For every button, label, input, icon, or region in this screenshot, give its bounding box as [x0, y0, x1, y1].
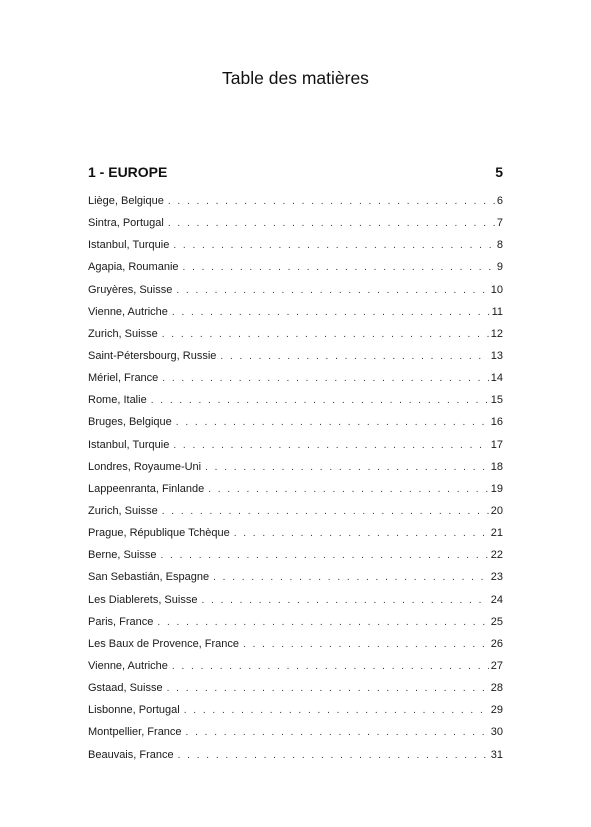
- toc-entry-name: Sintra, Portugal: [88, 217, 164, 230]
- dot-leader: [208, 479, 489, 501]
- toc-entry[interactable]: [88, 744, 503, 766]
- toc-entry-name: Istanbul, Turquie: [88, 438, 170, 451]
- toc-entry-page-number: 22: [490, 549, 503, 562]
- toc-entry-page-number: 13: [490, 349, 503, 362]
- dot-leader: [168, 213, 495, 235]
- dot-leader: [151, 390, 489, 412]
- dot-leader: [162, 368, 488, 390]
- toc-entry[interactable]: [88, 478, 503, 500]
- toc-entry-name: Paris, France: [88, 615, 154, 628]
- toc-entry-page-number: 31: [490, 748, 503, 761]
- toc-entry-page-number: 14: [490, 372, 503, 385]
- toc-entry-name: Prague, République Tchèque: [88, 527, 230, 540]
- toc-entry[interactable]: [88, 699, 503, 721]
- toc-entry[interactable]: [88, 677, 503, 699]
- dot-leader: [176, 280, 488, 302]
- toc-entry[interactable]: [88, 522, 503, 544]
- toc-entry-page-number: 15: [490, 394, 503, 407]
- section-page-number: 5: [495, 164, 503, 180]
- toc-entry-name: Beauvais, France: [88, 748, 174, 761]
- toc-entry-page-number: 11: [491, 305, 503, 318]
- toc-entry-name: Vienne, Autriche: [88, 659, 168, 672]
- toc-entry-page-number: 25: [490, 615, 503, 628]
- toc-entry[interactable]: [88, 589, 503, 611]
- toc-entry-name: Agapia, Roumanie: [88, 261, 179, 274]
- toc-entry-page-number: 30: [490, 726, 503, 739]
- toc-entry-name: Les Baux de Provence, France: [88, 637, 240, 650]
- toc-entry[interactable]: [88, 190, 503, 212]
- toc-entry-name: Istanbul, Turquie: [88, 239, 170, 252]
- dot-leader: [162, 501, 489, 523]
- toc-entry-name: Vienne, Autriche: [88, 305, 168, 318]
- toc-entry-name: Lisbonne, Portugal: [88, 704, 180, 717]
- toc-entry[interactable]: [88, 633, 503, 655]
- toc-entry-name: Lappeenranta, Finlande: [88, 482, 205, 495]
- dot-leader: [162, 324, 489, 346]
- section-heading[interactable]: [88, 164, 503, 180]
- toc-entry-page-number: 8: [496, 239, 503, 252]
- toc-entry-name: Bruges, Belgique: [88, 416, 172, 429]
- toc-entry-page-number: 29: [490, 704, 503, 717]
- toc-entry-name: Gstaad, Suisse: [88, 682, 163, 695]
- toc-entry-name: Londres, Royaume-Uni: [88, 460, 202, 473]
- toc-entry-name: Gruyères, Suisse: [88, 283, 173, 296]
- toc-entry[interactable]: [88, 721, 503, 743]
- dot-leader: [173, 435, 488, 457]
- toc-entry-page-number: 20: [490, 504, 503, 517]
- dot-leader: [178, 745, 489, 767]
- toc-entry-page-number: 23: [490, 571, 503, 584]
- toc-entry-page-number: 17: [490, 438, 503, 451]
- toc-entry-page-number: 26: [490, 637, 503, 650]
- toc-entry[interactable]: [88, 456, 503, 478]
- dot-leader: [186, 722, 489, 744]
- toc-entry[interactable]: [88, 411, 503, 433]
- dot-leader: [183, 257, 495, 279]
- toc-entry-page-number: 24: [490, 593, 503, 606]
- dot-leader: [172, 302, 490, 324]
- dot-leader: [167, 678, 489, 700]
- page-title: Table des matières: [222, 68, 369, 88]
- toc-entry-name: Zurich, Suisse: [88, 504, 158, 517]
- toc-entry-page-number: 7: [496, 217, 503, 230]
- toc-entry-name: Les Diablerets, Suisse: [88, 593, 198, 606]
- toc-entry-page-number: 28: [490, 682, 503, 695]
- toc-entry-page-number: 12: [490, 327, 503, 340]
- toc-entry-page-number: 18: [490, 460, 503, 473]
- toc-entry-name: Rome, Italie: [88, 394, 147, 407]
- toc-entry-name: Mériel, France: [88, 372, 159, 385]
- dot-leader: [176, 412, 489, 434]
- toc-entry-page-number: 21: [490, 527, 503, 540]
- dot-leader: [160, 545, 488, 567]
- toc-entry[interactable]: [88, 345, 503, 367]
- toc-entry-page-number: 27: [490, 659, 503, 672]
- dot-leader: [213, 567, 489, 589]
- toc-entry[interactable]: [88, 566, 503, 588]
- dot-leader: [184, 700, 489, 722]
- toc-entry-name: Zurich, Suisse: [88, 327, 158, 340]
- toc-entry[interactable]: [88, 544, 503, 566]
- toc-entry-page-number: 6: [496, 195, 503, 207]
- dot-leader: [201, 590, 488, 612]
- dot-leader: [234, 523, 489, 545]
- toc-entry-name: Liège, Belgique: [88, 195, 164, 207]
- toc-entry-page-number: 10: [490, 283, 503, 296]
- toc-entry[interactable]: [88, 279, 503, 301]
- dot-leader: [220, 346, 488, 368]
- toc-entry[interactable]: [88, 434, 503, 456]
- toc-entry[interactable]: [88, 500, 503, 522]
- toc-entry[interactable]: [88, 367, 503, 389]
- toc-entry[interactable]: [88, 323, 503, 345]
- toc-entry[interactable]: [88, 611, 503, 633]
- toc-entry[interactable]: [88, 301, 503, 323]
- toc-entry-name: Berne, Suisse: [88, 549, 157, 562]
- toc-entry[interactable]: [88, 212, 503, 234]
- toc-entry[interactable]: [88, 234, 503, 256]
- dot-leader: [205, 457, 489, 479]
- toc-entry-name: Montpellier, France: [88, 726, 182, 739]
- dot-leader: [243, 634, 489, 656]
- toc-entry-name: San Sebastián, Espagne: [88, 571, 210, 584]
- section-label: 1 - EUROPE: [88, 164, 168, 180]
- toc-list: [88, 190, 503, 766]
- dot-leader: [168, 191, 495, 213]
- toc-entry[interactable]: [88, 389, 503, 411]
- toc-entry-page-number: 16: [490, 416, 503, 429]
- toc-entry-name: Saint-Pétersbourg, Russie: [88, 349, 217, 362]
- toc-entry-page-number: 19: [490, 482, 503, 495]
- toc-entry[interactable]: [88, 655, 503, 677]
- dot-leader: [173, 235, 495, 257]
- dot-leader: [157, 612, 488, 634]
- dot-leader: [172, 656, 489, 678]
- toc-entry-page-number: 9: [496, 261, 503, 274]
- toc-entry[interactable]: [88, 256, 503, 278]
